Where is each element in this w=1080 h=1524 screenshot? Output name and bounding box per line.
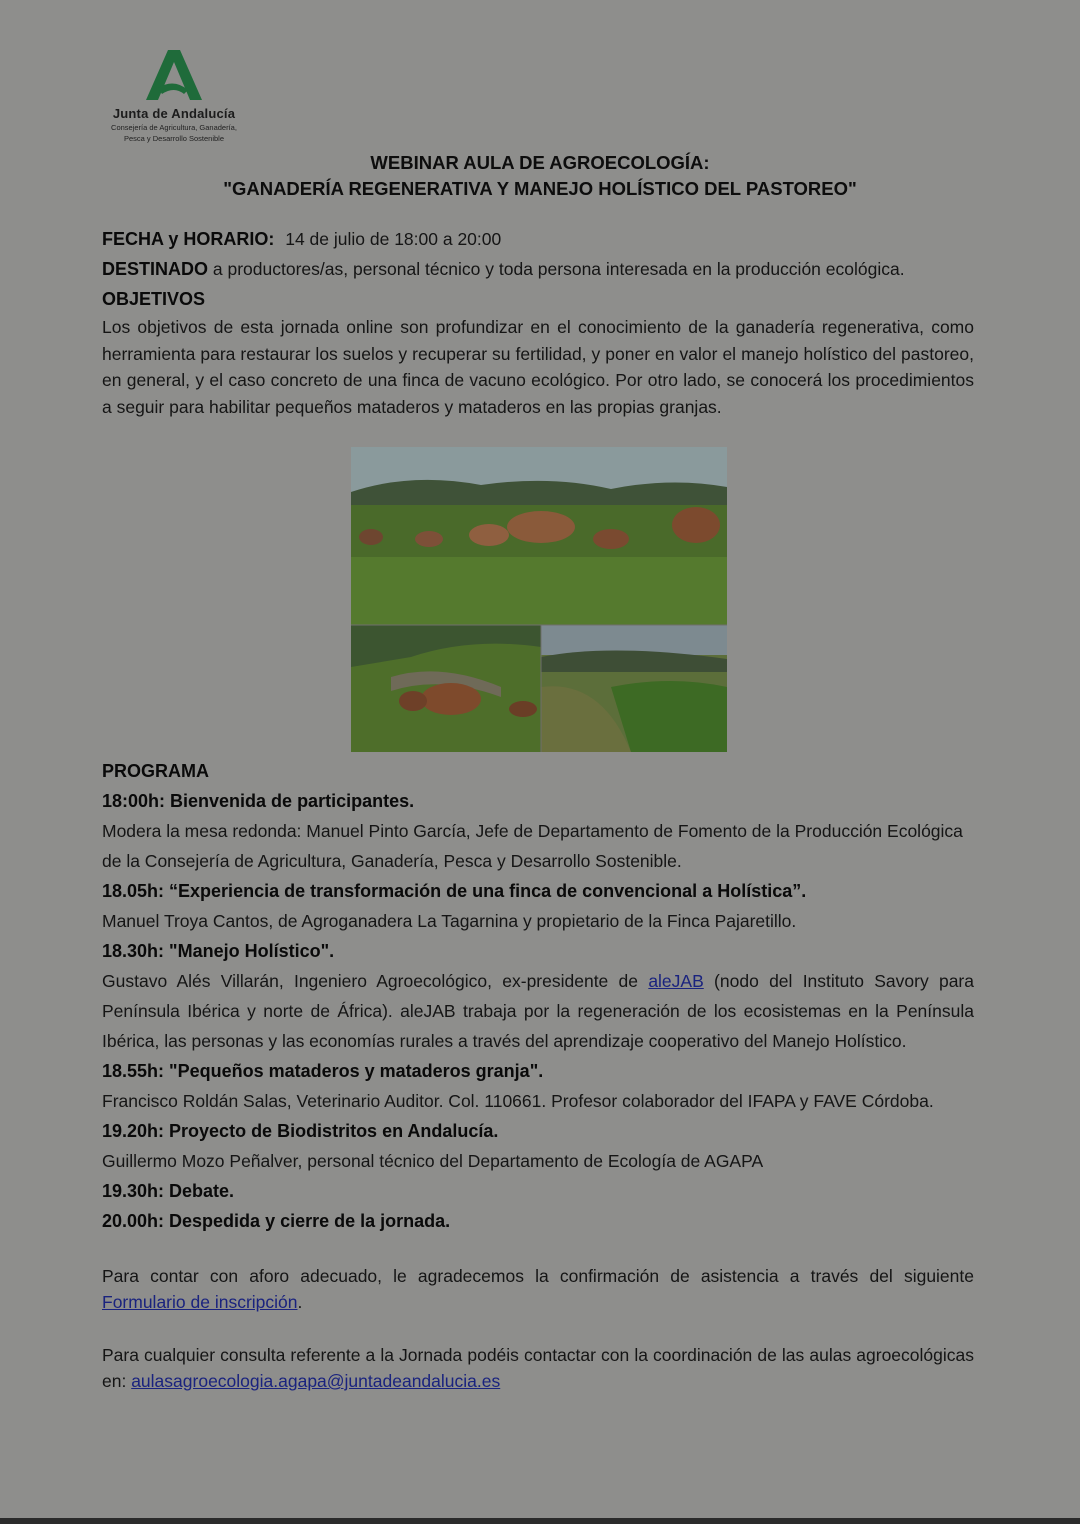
registration-text: Para contar con aforo adecuado, le agradecemos la confirmación de asistencia a través del siguiente [102,1266,974,1286]
logo-sub-line-2: Pesca y Desarrollo Sostenible [123,134,225,143]
title-line-2: "GANADERÍA REGENERATIVA Y MANEJO HOLÍSTICO DEL PASTOREO" [223,178,857,199]
program-item-1-text: Modera la mesa redonda: Manuel Pinto García, Jefe de Departamento de Fomento de la Producción Ecológica de la Consejería de Agricultura, Ganadería, Pesca y Desarrollo Sostenible. [102,821,963,871]
contact-email-link[interactable]: aulasagroecologia.agapa@juntadeandalucia.es [131,1371,501,1391]
title-line-1: WEBINAR AULA DE AGROECOLOGÍA: [370,152,710,173]
document-title [0,150,1080,202]
logo-sub-line-1: Consejería de Agricultura, Ganadería, [111,123,237,132]
program-item-1-title: 18:00h: Bienvenida de participantes. [102,791,415,811]
program-item-3-title: 18.30h: "Manejo Holístico". [102,941,335,961]
fecha-row [102,224,974,254]
info-section [102,224,974,420]
registration-text-end: . [297,1292,303,1312]
programa-heading: PROGRAMA [102,761,209,781]
bottom-edge-bar [0,1518,1080,1524]
program-item-3-text [102,966,974,1056]
program-item-6-title: 19.30h: Debate. [102,1181,235,1201]
destinado-value: a productores/as, personal técnico y toda persona interesada en la producción ecológica. [212,259,905,279]
program-item-7-title: 20.00h: Despedida y cierre de la jornada. [102,1211,451,1231]
program-item-5-text: Guillermo Mozo Peñalver, personal técnico del Departamento de Ecología de AGAPA [102,1151,764,1171]
program-item-2-text: Manuel Troya Cantos, de Agroganadera La Tagarnina y propietario de la Finca Pajaretillo. [102,911,797,931]
cattle-photo-collage [351,447,727,752]
contact-text: Para cualquier consulta referente a la Jornada podéis contactar con la coordinación de las aulas agroecológicas en: [102,1345,974,1391]
field-landscape-photo [541,625,727,752]
program-item-2-title: 18.05h: “Experiencia de transformación de una finca de convencional a Holística”. [102,881,807,901]
cow-grazing-photo [351,625,541,752]
junta-logo [104,48,244,143]
program-item-4-title: 18.55h: "Pequeños mataderos y mataderos granja". [102,1061,544,1081]
program-item-4-text: Francisco Roldán Salas, Veterinario Auditor. Col. 110661. Profesor colaborador del IFAPA y FAVE Córdoba. [102,1091,934,1111]
objetivos-heading: OBJETIVOS [102,289,206,309]
alejab-link[interactable]: aleJAB [648,971,704,991]
program-item-5-title: 19.20h: Proyecto de Biodistritos en Andalucía. [102,1121,499,1141]
fecha-value: 14 de julio de 18:00 a 20:00 [285,229,502,249]
footer-paragraph-1 [102,1263,974,1315]
program-item-3-text-before: Gustavo Alés Villarán, Ingeniero Agroecológico, ex-presidente de [102,971,639,991]
programa-section [102,756,974,1236]
cattle-pasture-photo [351,447,727,625]
fecha-label: FECHA y HORARIO: [102,229,275,249]
program-item-3-text-after: (nodo del Instituto Savory para Península Ibérica y norte de África). aleJAB trabaja por la regeneración de los ecosistemas en la Península Ibérica, las personas y las economías rurales a través del aprendizaje cooperativo del Manejo Holístico. [102,971,974,1051]
destinado-label: DESTINADO [102,259,209,279]
objetivos-text: Los objetivos de esta jornada online son profundizar en el conocimiento de la ganadería regenerativa, como herramienta para restaurar los suelos y recuperar su fertilidad, y poner en valor el manejo holístico del pastoreo, en general, y el caso concreto de una finca de vacuno ecológico. Por otro lado, se conocerá los procedimientos a seguir para habilitar pequeños mataderos y mataderos en las propias granjas. [102,317,974,417]
footer-paragraph-2 [102,1342,974,1394]
destinado-row [102,254,974,284]
junta-a-logo-icon [144,48,204,102]
logo-org-name: Junta de Andalucía [112,106,236,121]
registration-form-link[interactable]: Formulario de inscripción [102,1292,298,1312]
